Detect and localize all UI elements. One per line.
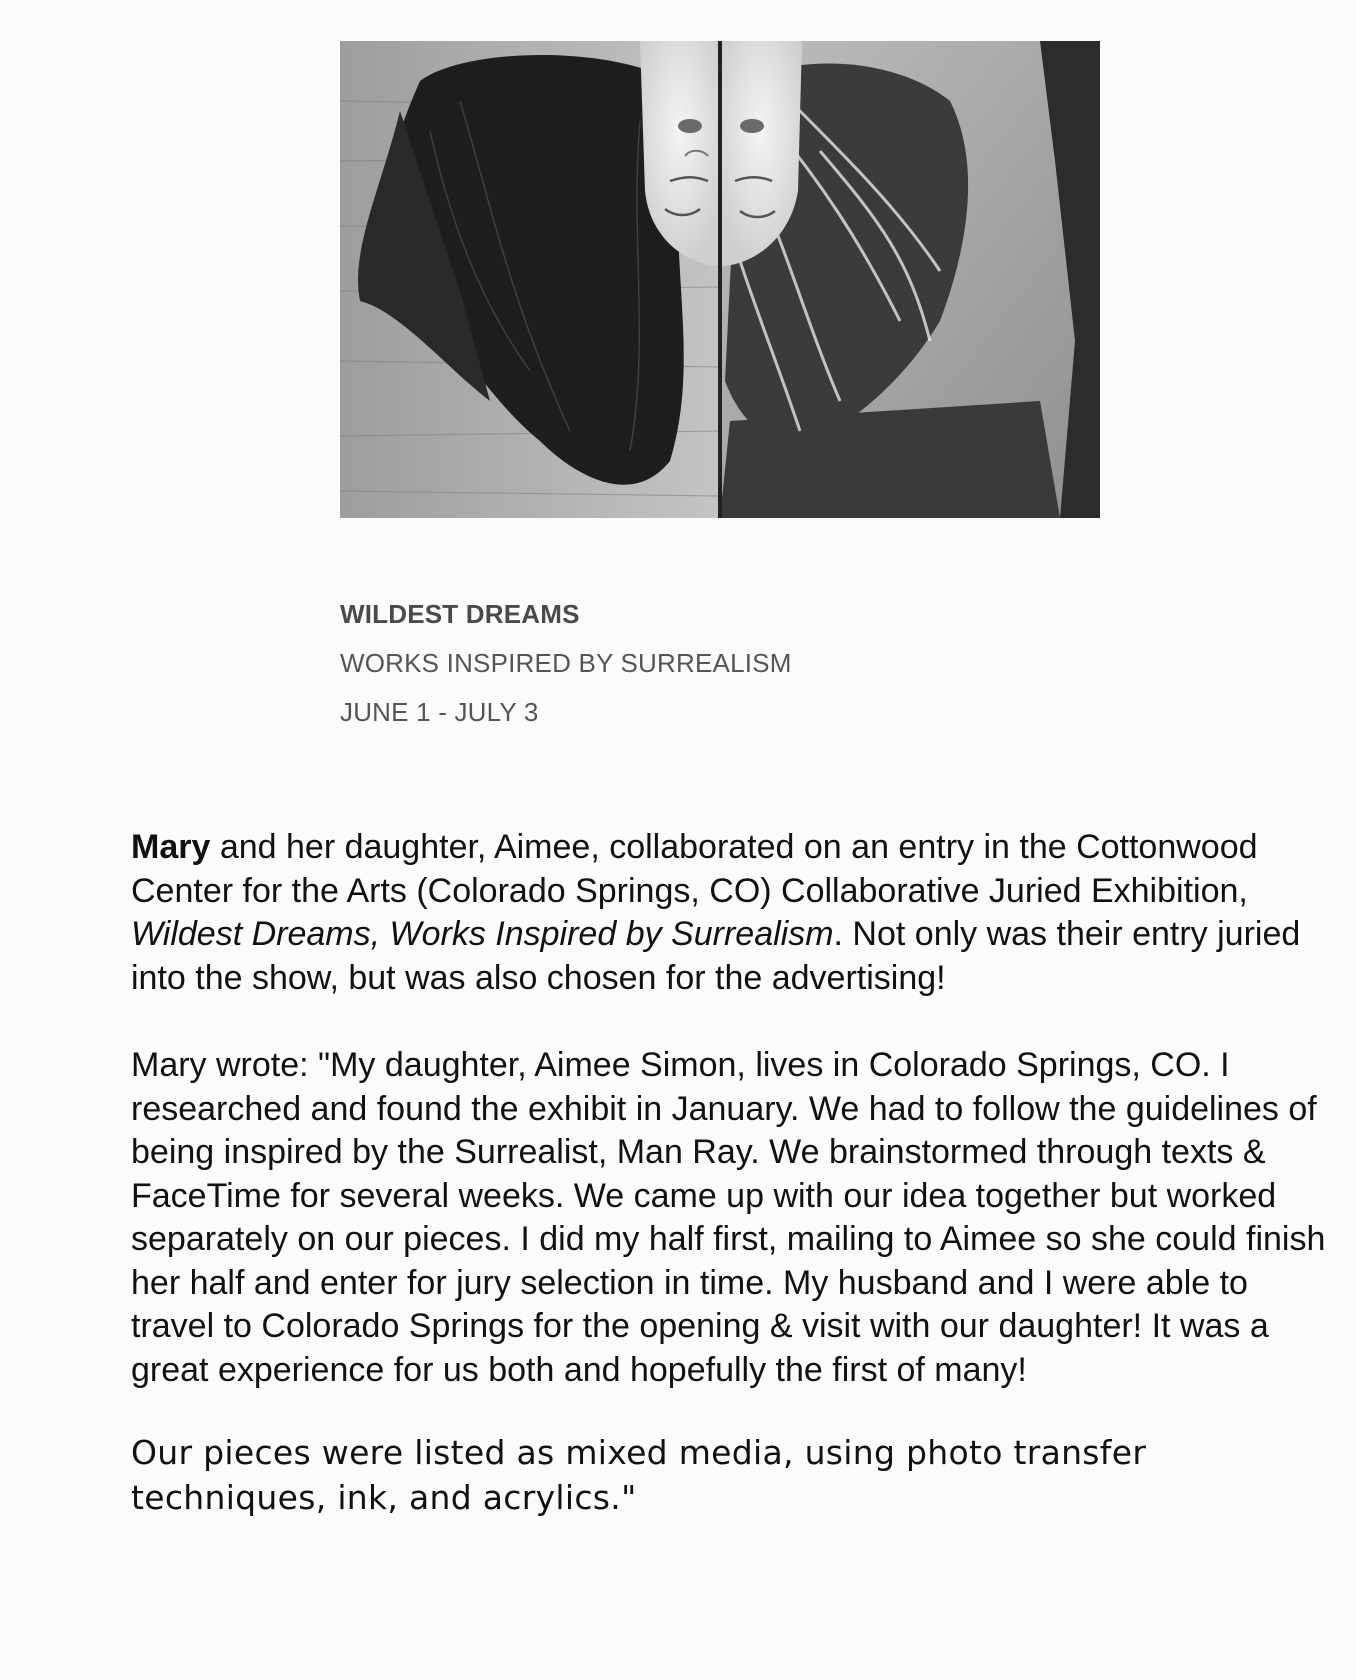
name-bold: Mary [131, 828, 211, 866]
paragraph-intro [131, 826, 1331, 1000]
exhibit-subtitle: WORKS INSPIRED BY SURREALISM [340, 648, 792, 678]
intro-text-a: and her daughter, Aimee, collaborated on an entry in the Cottonwood Center for the Arts (Colorado Springs, CO) Collaborative Juried Exhibition, [131, 828, 1258, 910]
article-body [131, 826, 1331, 1520]
exhibit-title: WILDEST DREAMS [340, 599, 580, 629]
exhibit-caption [340, 600, 792, 747]
exhibit-title-italic: Wildest Dreams, Works Inspired by Surrealism [131, 915, 834, 953]
artwork-illustration [340, 41, 1100, 518]
intro-text-b: . Not only was their entry juried into the show, but was also chosen for the advertising! [131, 915, 1301, 997]
paragraph-quote: Mary wrote: "My daughter, Aimee Simon, lives in Colorado Springs, CO. I researched and found the exhibit in January. We had to follow the guidelines of being inspired by the Surrealist, Man Ray. We brainstormed through texts & FaceTime for several weeks. We came up with our idea together but worked separately on our pieces. I did my half first, mailing to Aimee so she could finish her half and enter for jury selection in time. My husband and I were able to travel to Colorado Springs for the opening & visit with our daughter! It was a great experience for us both and hopefully the first of many! [131, 1046, 1326, 1389]
exhibit-dates: JUNE 1 - JULY 3 [340, 697, 539, 727]
artwork-image [340, 41, 1100, 518]
paragraph-media: Our pieces were listed as mixed media, using photo transfer techniques, ink, and acrylics." [131, 1433, 1147, 1517]
